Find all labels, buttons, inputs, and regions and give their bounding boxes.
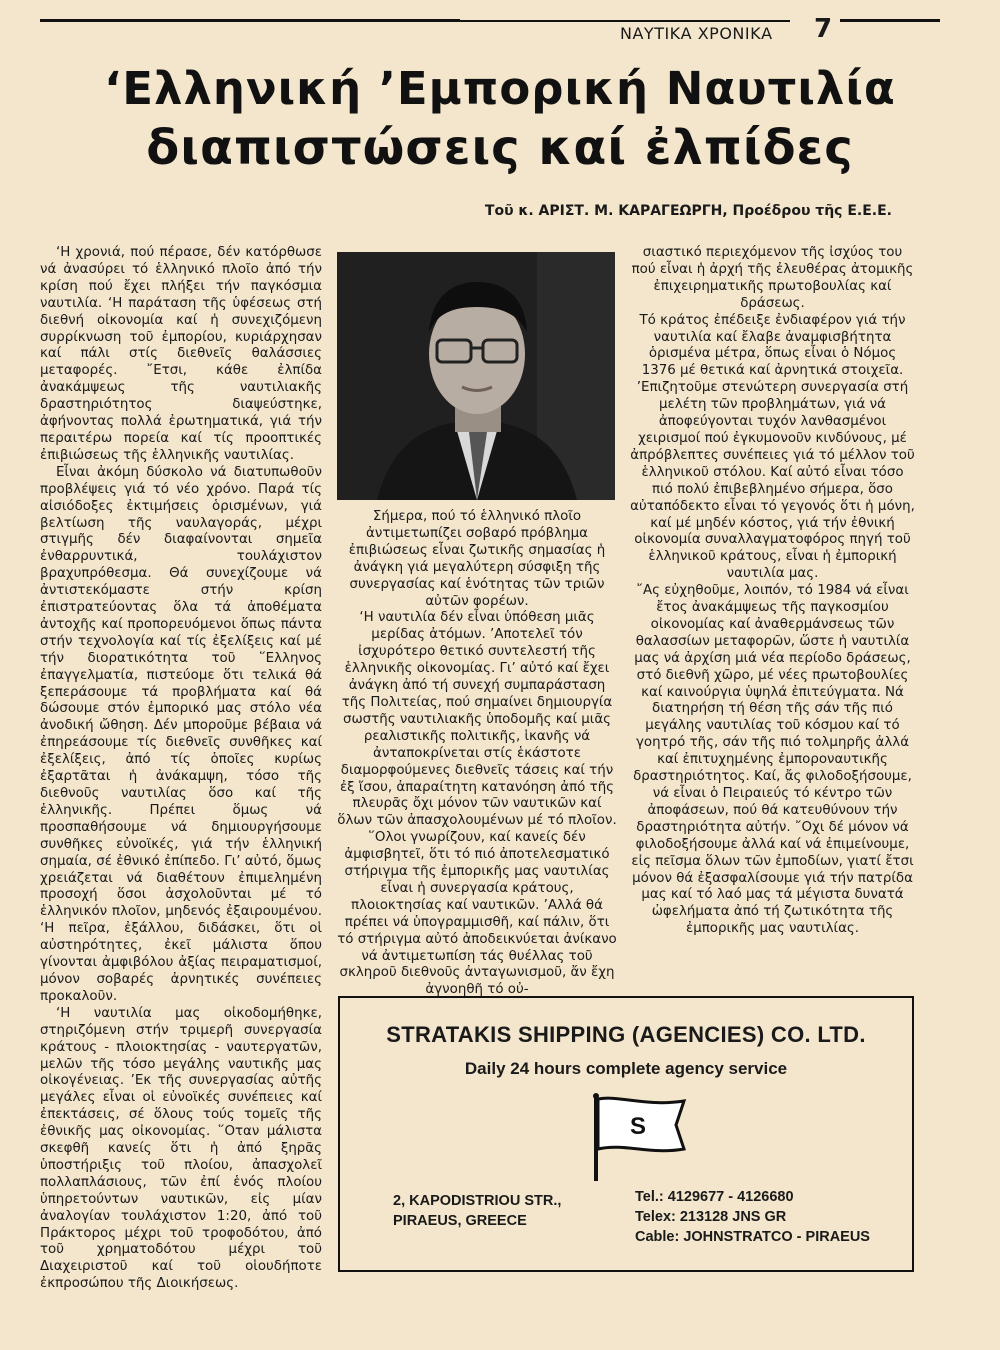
paragraph: σιαστικό περιεχόμενον τῆς ἰσχύος του πού εἶναι ἡ ἀρχή τῆς ἐλευθέρας ἀτομικῆς ἐπιχειρηματικῆς πρωτοβουλίας καί δράσεως. [631, 245, 914, 311]
ad-telephone: Tel.: 4129677 - 4126680 [635, 1189, 794, 1205]
byline: Τοῦ κ. ΑΡΙΣΤ. Μ. ΚΑΡΑΓΕΩΡΓΗ, Προέδρου τῆς Ε.Ε.Ε. [484, 203, 892, 219]
paragraph: Τό κράτος ἐπέδειξε ἐνδιαφέρον γιά τήν ναυτιλία καί ἔλαβε ἀναμφισβήτητα ὁρισμένα μέτρα, ὅπως εἶναι ὁ Νόμος 1376 μέ θετικά καί ἀρνητικά στοιχεῖα. ’Επιζητοῦμε στενώτερη συνεργασία στή μελέτη τῶν προβλημάτων, γιά νά ἀποφεύγονται τυχόν λανθασμένοι χειρισμοί πού ἐγκυμονοῦν κινδύνους, μέ ἀπρόβλεπτες συνέπειες γιά τό μέλλον τοῦ ἑλληνικοῦ στόλου. Καί αὐτό εἶναι τόσο πιό πολύ ἐπιβεβλημένο σήμερα, ὅσο αὐταπόδεκτο εἶναι τό γεγονός ὅτι ἡ μόνη, καί μέ μηδέν κόστος, γιά τήν ἐθνική οἰκονομία συναλλαγματοφόρος πηγή τοῦ ἑλληνικοῦ κράτους, εἶναι ἡ ἐμπορική ναυτιλία μας. [630, 312, 915, 582]
ad-cable: Cable: JOHNSTRATCO - PIRAEUS [635, 1229, 870, 1245]
portrait-photo [337, 252, 615, 500]
paragraph: ‘Η ναυτιλία δέν εἶναι ὑπόθεση μιᾶς μερίδας ἀτόμων. ’Αποτελεῖ τόν ἰσχυρότερο θετικό συντελεστή τῆς ἑλληνικῆς οἰκονομίας. Γι’ αὐτό καί ἔχει ἀνάγκη ἀπό τή συνεχή συμπαράσταση τῆς Πολιτείας, πού σημαίνει δημιουργία σωστῆς ναυτιλιακῆς ὑποδομῆς καί μιᾶς ρεαλιστικῆς πολιτικῆς, ἱκανῆς νά ἀνταποκρίνεται στίς ἑκάστοτε διαμορφούμενες διεθνεῖς τάσεις καί τήν ἐξ ἴσου, ἀπαραίτητη κατανόηση ἀπό τῆς πλευρᾶς ὄχι μόνον τῶν ναυτικῶν καί ὅλων τῶν ἀπασχολουμένων μέ τό πλοῖον. ῞Ολοι γνωρίζουν, καί κανείς δέν ἀμφισβητεῖ, ὅτι τό πιό ἀποτελεσματικό στήριγμα τῆς ἐμπορικῆς μας ναυτιλίας εἶναι ἡ συνεργασία κράτους, πλοιοκτησίας καί ναυτικῶν. ’Αλλά θά πρέπει νά ὑπογραμμισθῆ, καί πάλιν, ὅτι τό στήριγμα αὐτό ἀποδεικνύεται ἀνίκανο νά ἀντιμετωπίση τάς θυέλλας τοῦ σκληροῦ διεθνοῦς ἀνταγωνισμοῦ, ἄν ἔχη ἀγνοηθῆ τό οὐ- [337, 610, 617, 998]
ad-contact [635, 1187, 870, 1247]
article-column-3 [630, 245, 915, 938]
article-column-1 [40, 245, 322, 1293]
stratakis-advertisement [338, 996, 914, 1272]
header-rule-middle [460, 20, 790, 22]
paragraph: ‘Η ναυτιλία μας οἰκοδομήθηκε, στηριζόμενη στήν τριμερῆ συνεργασία κράτους - πλοιοκτησίας - ναυτεργατῶν, μελῶν τῆς τόσο μεγάλης ναυτικῆς μας οἰκογένειας. ’Εκ τῆς συνεργασίας αὐτῆς μεγάλες εἶναι οἱ εὐνοϊκές συνέπειες καί ἐπεκτάσεις, σέ ὅλους τούς τομεῖς τῆς ἐθνικῆς μας οἰκονομίας. ῞Οταν μάλιστα σκεφθῆ κανείς ὅτι ἡ ἀπό ξηρᾶς ὑποστήριξις τοῦ πλοίου, ἀπασχολεῖ πολλαπλάσιους, τῶν ἐπί ἑνός πλοίου ὑπηρετούντων ναυτικῶν, εἰς μίαν ἀναλογίαν τουλάχιστον 1:20, ἀπό τοῦ Πράκτορος μέχρι τοῦ τροφοδότου, ἀπό τοῦ χρηματοδότου μέχρι τοῦ Διαχειριστοῦ καί τοῦ οἱουδήποτε ἐκπροσώπου τῆς Διοικήσεως. [40, 1005, 322, 1292]
paragraph: Εἶναι ἀκόμη δύσκολο νά διατυπωθοῦν προβλέψεις γιά τό νέο χρόνο. Παρά τίς αἰσιόδοξες ἐκτιμήσεις ὁρισμένων, γιά βελτίωση τῆς ναυλαγοράς, μέχρι στιγμῆς δέν διαφαίνονται σημεῖα ἐνθαρρυντικά, τουλάχιστον βραχυπρόθεσμα. Θά συνεχίζουμε νά ἀντιστεκόμαστε στήν κρίση ἐπιστρατεύοντας ὅλα τά ἀποθέματα ἀντοχῆς καί προπορευόμενοι ὅπως πάντα στήν τεχνολογία καί τίς ἐξελίξεις καί μέ τήν διορατικότητα τοῦ ῞Ελληνος ἐπαγγελματία, πιστεύομε ὅτι τελικά θά ξεπεράσουμε τά προβλήματα καί θά δώσουμε στόν ἐμπορικό μας στόλο νέα ἀνοδική ὤθηση. Δέν μποροῦμε βέβαια νά ἐπηρεάσουμε τίς διεθνεῖς συνθῆκες καί ἐξελίξεις, ἀπό τίς ὁποῖες κυρίως ἐξαρτᾶται ἡ ἀνάκαμψη, τόσο τῆς διεθνοῦς ναυτιλίας ὅσο καί τῆς ἑλληνικῆς. Πρέπει ὅμως νά προσπαθήσουμε νά δημιουργήσουμε συνθῆκες εὐνοϊκές, γιά τήν ἑλληνική σημαία, σέ ἐθνικό ἐπίπεδο. Γι’ αὐτό, ὅμως χρειάζεται νά διαθέτουν ἐπιμελημένη προσοχή ὅσοι ἀσχολοῦνται μέ τό ἑλληνικόν πλοῖον, μηδενός ἐξαιρουμένου. ‘Η πεῖρα, ἐξάλλου, διδάσκει, ὅτι οἱ αὐστηρότητες, ἐκεῖ μάλιστα ὅπου γίνονται ἀμφιβόλου ἀξίας πειραματισμοί, μόνον σοβαρές ἀρνητικές συνέπειες προκαλοῦν. [40, 464, 322, 1004]
ad-address-line-2: PIRAEUS, GREECE [393, 1213, 527, 1229]
headline-line-2: διαπιστώσεις καί ἐλπίδες [146, 120, 854, 176]
paragraph: ῎Ας εὐχηθοῦμε, λοιπόν, τό 1984 νά εἶναι ἔτος ἀνακάμψεως τῆς παγκοσμίου οἰκονομίας καί ἀναθερμάνσεως τῶν θαλασσίων μεταφορῶν, ὥστε ἡ ναυτιλία μας νά ἀρχίση μιά νέα περίοδο δράσεως, στό διεθνῆ χῶρο, μέ νέες πρωτοβουλίες καί καινούργια ὑψηλά ἐπιτεύγματα. Νά διατηρήση τή θέση τῆς σάν τῆς πιό μεγάλης ναυτιλίας τοῦ κόσμου καί τό γοητρό τῆς, σάν τῆς πιό τολμηρῆς ἀλλά καί ἐπιτυχημένης ἐμποροναυτικῆς δραστηριότητος. Καί, ἄς φιλοδοξήσουμε, νά εἶναι ὁ Πειραιεύς τό κέντρο τῶν ἀποφάσεων, πού θά κατευθύνουν τήν δραστηριότητα αὐτήν. ῎Οχι δέ μόνον νά φιλοδοξήσουμε ἀλλά καί νά ἐπιμείνουμε, εἰς πεῖσμα ὅλων τῶν ἐμποδίων, γιατί ἔτσι μόνον θά ἐξασφαλίσουμε γιά τήν πατρίδα μας καί τό λαό μας τά μέγιστα δυνατά ὠφελήματα ἀπό τή ζωτικότητα τῆς ἐμπορικῆς μας ναυτιλίας. [631, 583, 914, 937]
paragraph: Σήμερα, πού τό ἑλληνικό πλοῖο ἀντιμετωπίζει σοβαρό πρόβλημα ἐπιβιώσεως εἶναι ζωτικῆς σημασίας ἡ ἀνάγκη γιά μεγαλύτερη σύσφιξη τῆς συνεργασίας καί ἑνότητας τῶν τριῶν αὐτῶν φορέων. [348, 509, 606, 609]
header-rule-left [40, 19, 460, 22]
ad-address-line-1: 2, KAPODISTRIOU STR., [393, 1193, 562, 1209]
headline-line-1: ‘Ελληνική ’Εμπορική Ναυτιλία [104, 62, 896, 115]
ad-telex: Telex: 213128 JNS GR [635, 1209, 787, 1225]
ad-company-name: STRATAKIS SHIPPING (AGENCIES) CO. LTD. [386, 1022, 866, 1047]
ad-address [393, 1191, 561, 1231]
flag-icon [590, 1093, 690, 1187]
article-column-2 [337, 509, 617, 999]
page-number: 7 [814, 14, 833, 44]
section-title: ΝΑΥΤΙΚΑ ΧΡΟΝΙΚΑ [620, 24, 773, 43]
ad-slogan: Daily 24 hours complete agency service [464, 1059, 788, 1078]
paragraph: ‘Η χρονιά, πού πέρασε, δέν κατόρθωσε νά ἀνασύρει τό ἑλληνικό πλοῖο ἀπό τήν κρίση πού ἔχει πλήξει τήν παγκόσμια ναυτιλία. ‘Η παράταση τῆς ὑφέσεως στή διεθνή οἰκονομία καί ἡ συνεχιζόμενη συρρίκνωση τοῦ ἐμπορίου, κυριάρχησαν καί πάλι στίς διεθνεῖς θαλάσσιες μεταφορές. ῎Ετσι, κάθε ἐλπίδα ἀνακάμψεως τῆς ναυτιλιακῆς δραστηριότητος διαψεύστηκε, ἀφήνοντας πολλά ἐρωτηματικά, γιά τήν περαιτέρω πορεία καί τίς προοπτικές ἐπιβιώσεως τῆς ἑλληνικῆς ναυτιλίας. [40, 245, 322, 463]
header-rule-right [840, 19, 940, 22]
flag-letter: S [629, 1113, 647, 1140]
